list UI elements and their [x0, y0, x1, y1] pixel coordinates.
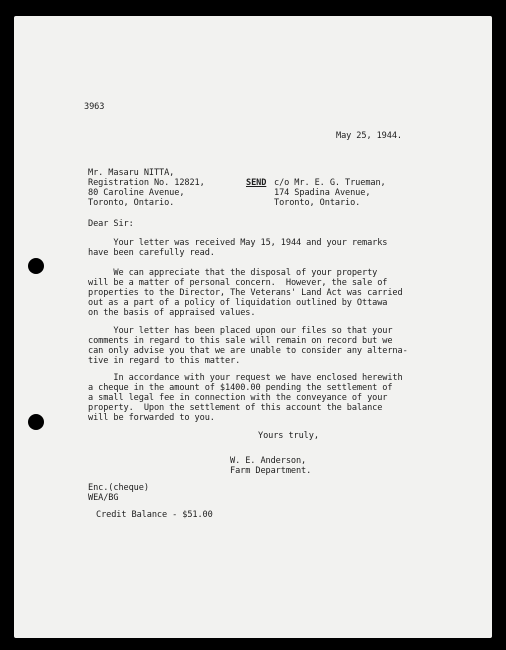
- signature-line: Farm Department.: [230, 466, 312, 476]
- file-number: 3963: [84, 102, 105, 112]
- body-line: a cheque in the amount of $1400.00 pending the settlement of: [88, 383, 393, 393]
- body-line: properties to the Director, The Veterans' Land Act was carried: [88, 288, 403, 298]
- addressee-line: 80 Caroline Avenue,: [88, 188, 185, 198]
- addressee-line: Registration No. 12821,: [88, 178, 205, 188]
- body-line: comments in regard to this sale will remain on record but we: [88, 336, 393, 346]
- enclosure-line: Enc.(cheque): [88, 483, 149, 493]
- closing: Yours truly,: [258, 431, 319, 441]
- send-line: 174 Spadina Avenue,: [274, 188, 371, 198]
- body-line: Your letter was received May 15, 1944 and your remarks: [88, 238, 388, 248]
- body-line: In accordance with your request we have enclosed herewith: [88, 373, 403, 383]
- body-line: property. Upon the settlement of this account the balance: [88, 403, 383, 413]
- body-line: tive in regard to this matter.: [88, 356, 241, 366]
- send-stamp: SEND: [246, 178, 267, 188]
- body-line: on the basis of appraised values.: [88, 308, 256, 318]
- body-line: can only advise you that we are unable to consider any alterna-: [88, 346, 408, 356]
- enclosure-line: WEA/BG: [88, 493, 119, 503]
- send-line: c/o Mr. E. G. Trueman,: [274, 178, 386, 188]
- addressee-line: Mr. Masaru NITTA,: [88, 168, 175, 178]
- body-line: a small legal fee in connection with the conveyance of your: [88, 393, 388, 403]
- body-line: have been carefully read.: [88, 248, 215, 258]
- body-line: Your letter has been placed upon our files so that your: [88, 326, 393, 336]
- salutation: Dear Sir:: [88, 219, 134, 229]
- body-line: out as a part of a policy of liquidation outlined by Ottawa: [88, 298, 388, 308]
- body-line: We can appreciate that the disposal of your property: [88, 268, 378, 278]
- letter-page: [14, 16, 492, 638]
- signature-line: W. E. Anderson,: [230, 456, 307, 466]
- body-line: will be forwarded to you.: [88, 413, 215, 423]
- body-line: will be a matter of personal concern. However, the sale of: [88, 278, 388, 288]
- credit-balance: Credit Balance - $51.00: [96, 510, 213, 520]
- letter-date: May 25, 1944.: [336, 131, 402, 141]
- send-line: Toronto, Ontario.: [274, 198, 361, 208]
- binder-hole-bottom: [28, 414, 44, 430]
- addressee-line: Toronto, Ontario.: [88, 198, 175, 208]
- binder-hole-top: [28, 258, 44, 274]
